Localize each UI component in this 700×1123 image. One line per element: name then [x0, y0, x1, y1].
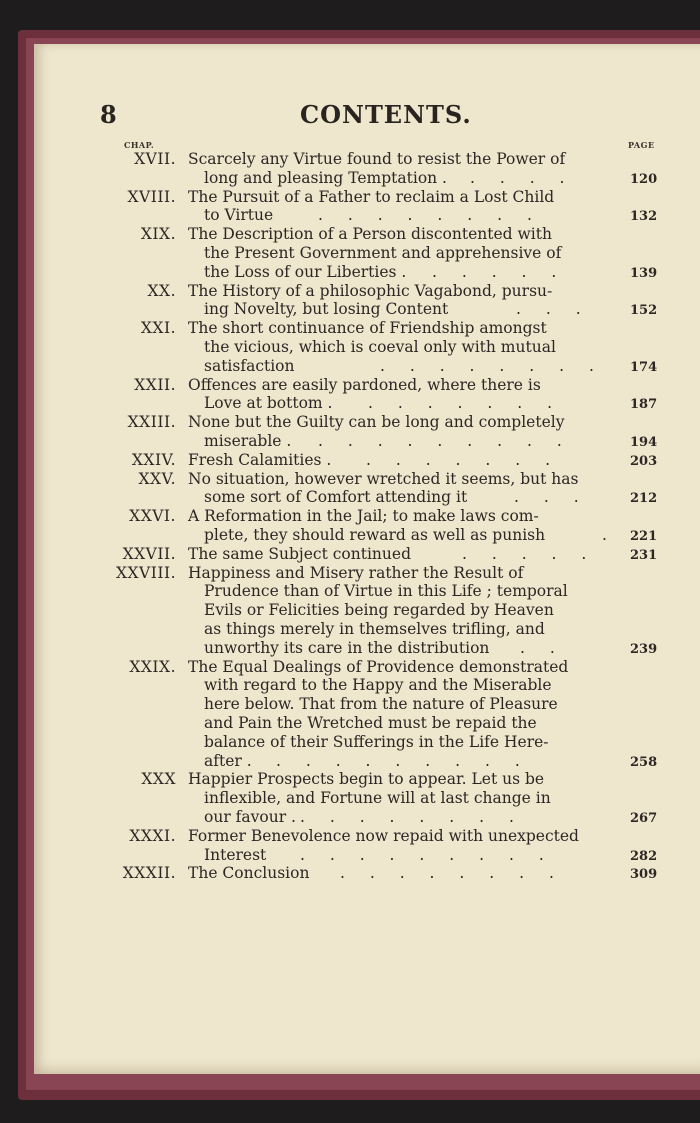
chapter-title-line: ing Novelty, but losing Content: [204, 300, 449, 319]
leader-dots: . . . . . . .: [366, 450, 561, 469]
chapter-number: XX.: [147, 281, 176, 300]
chapter-title-line: satisfaction: [204, 356, 295, 375]
page-reference: 221: [630, 529, 658, 544]
chapter-title-line: the Loss of our Liberties .: [204, 262, 407, 281]
chapter-title-line: Happiness and Misery rather the Result of: [188, 563, 524, 582]
chapter-title-line: The same Subject continued: [188, 544, 411, 563]
chapter-number: XXVI.: [129, 507, 176, 526]
chapter-title-line: and Pain the Wretched must be repaid the: [204, 714, 537, 732]
chapter-title-line: inflexible, and Fortune will at last change in: [204, 789, 551, 808]
page-reference: 231: [630, 547, 658, 563]
leader-dots: .: [602, 526, 617, 544]
leader-dots: . . . . . . . .: [318, 206, 542, 225]
chapter-title-line: A Reformation in the Jail; to make laws com-: [188, 507, 539, 526]
page-title: CONTENTS.: [300, 100, 472, 129]
leader-dots: . . . . .: [462, 544, 597, 563]
chapter-number: XXIV.: [131, 450, 176, 469]
chapter-number: XXI.: [140, 319, 176, 338]
chapter-title-line: Fresh Calamities .: [188, 450, 332, 469]
chapter-title-line: The Description of a Person discontented with: [188, 225, 552, 244]
page-reference: 132: [630, 209, 658, 225]
chapter-title-line: Offences are easily pardoned, where there is: [188, 375, 541, 394]
chapter-title-line: balance of their Sufferings in the Life Here-: [204, 732, 549, 751]
chapter-title-line: unworthy its care in the distribution: [204, 638, 490, 657]
leader-dots: . . .: [514, 488, 589, 507]
chapter-title-line: the vicious, which is coeval only with mutual: [204, 338, 556, 356]
page-reference: 174: [630, 359, 658, 375]
chapter-number: XXIX.: [129, 657, 176, 676]
page-reference: 152: [630, 303, 658, 319]
chapter-title-line: Prudence than of Virtue in this Life ; temporal: [204, 582, 568, 601]
chapter-title-line: The History of a philosophic Vagabond, pursu-: [188, 281, 553, 300]
page-reference: 239: [630, 641, 658, 657]
chapter-number: XXV.: [138, 469, 176, 488]
page-reference: 194: [630, 435, 658, 450]
chapter-title-line: with regard to the Happy and the Miserable: [204, 676, 552, 695]
leader-dots: . . . . . . . . .: [276, 751, 530, 770]
chapter-title-line: our favour .: [204, 808, 296, 826]
page-column-header: PAGE: [628, 140, 655, 150]
chapter-title-line: as things merely in themselves trifling, and: [204, 620, 545, 638]
chapter-number: XVIII.: [127, 187, 176, 206]
chap-column-header: CHAP.: [124, 140, 155, 150]
page-number: 8: [100, 100, 117, 129]
leader-dots: . . . . . . .: [368, 394, 563, 413]
leader-dots: . . . . . . . .: [300, 808, 524, 826]
chapter-number: XVII.: [134, 150, 176, 168]
page-reference: 258: [630, 754, 658, 770]
page-reference: 203: [630, 453, 658, 469]
leader-dots: . . . . . . . . .: [300, 845, 554, 864]
page-reference: 187: [630, 397, 658, 413]
page-reference: 267: [630, 811, 658, 826]
chapter-title-line: Former Benevolence now repaid with unexpected: [188, 826, 579, 845]
chapter-number: XIX.: [140, 225, 176, 244]
page-reference: 282: [630, 848, 658, 864]
chapter-number: XXIII.: [127, 413, 176, 432]
chapter-number: XXXII.: [122, 864, 176, 883]
chapter-title-line: to Virtue: [204, 206, 274, 225]
chapter-title-line: after .: [204, 751, 252, 770]
chapter-number: XXVIII.: [115, 563, 176, 582]
leader-dots: . . . .: [470, 168, 575, 187]
chapter-number: XXII.: [134, 375, 176, 394]
leader-dots: . . . . .: [432, 262, 567, 281]
page-reference: 120: [630, 171, 658, 187]
leader-dots: . .: [520, 638, 565, 657]
leader-dots: . . . . . . . .: [380, 356, 604, 375]
chapter-title-line: Happier Prospects begin to appear. Let us be: [188, 770, 545, 789]
chapter-title-line: The short continuance of Friendship amongst: [188, 319, 547, 338]
chapter-title-line: the Present Government and apprehensive of: [204, 244, 562, 262]
chapter-title-line: miserable .: [204, 432, 292, 450]
chapter-title-line: here below. That from the nature of Pleasure: [204, 695, 558, 714]
chapter-title-line: The Equal Dealings of Providence demonstrated: [188, 657, 569, 676]
chapter-number: XXX: [141, 770, 176, 789]
chapter-title-line: No situation, however wretched it seems, but has: [188, 469, 579, 488]
chapter-title-line: The Conclusion: [188, 864, 310, 883]
chapter-title-line: The Pursuit of a Father to reclaim a Lost Child: [188, 187, 555, 206]
chapter-title-line: Scarcely any Virtue found to resist the Power of: [188, 150, 566, 168]
chapter-title-line: Interest: [204, 845, 267, 864]
leader-dots: . . . . . . . .: [340, 864, 564, 883]
chapter-title-line: long and pleasing Temptation .: [204, 168, 447, 187]
page-reference: 212: [630, 491, 658, 507]
chapter-number: XXVII.: [122, 544, 176, 563]
chapter-title-line: plete, they should reward as well as punish: [204, 526, 546, 544]
leader-dots: . . .: [516, 300, 591, 319]
leader-dots: . . . . . . . . .: [318, 432, 572, 450]
chapter-title-line: some sort of Comfort attending it: [204, 488, 468, 507]
page-reference: 139: [630, 265, 658, 281]
chapter-title-line: None but the Guilty can be long and completely: [188, 413, 565, 432]
chapter-number: XXXI.: [129, 826, 176, 845]
chapter-title-line: Evils or Felicities being regarded by Heaven: [204, 601, 554, 620]
chapter-title-line: Love at bottom .: [204, 394, 333, 413]
page-reference: 309: [630, 867, 658, 883]
